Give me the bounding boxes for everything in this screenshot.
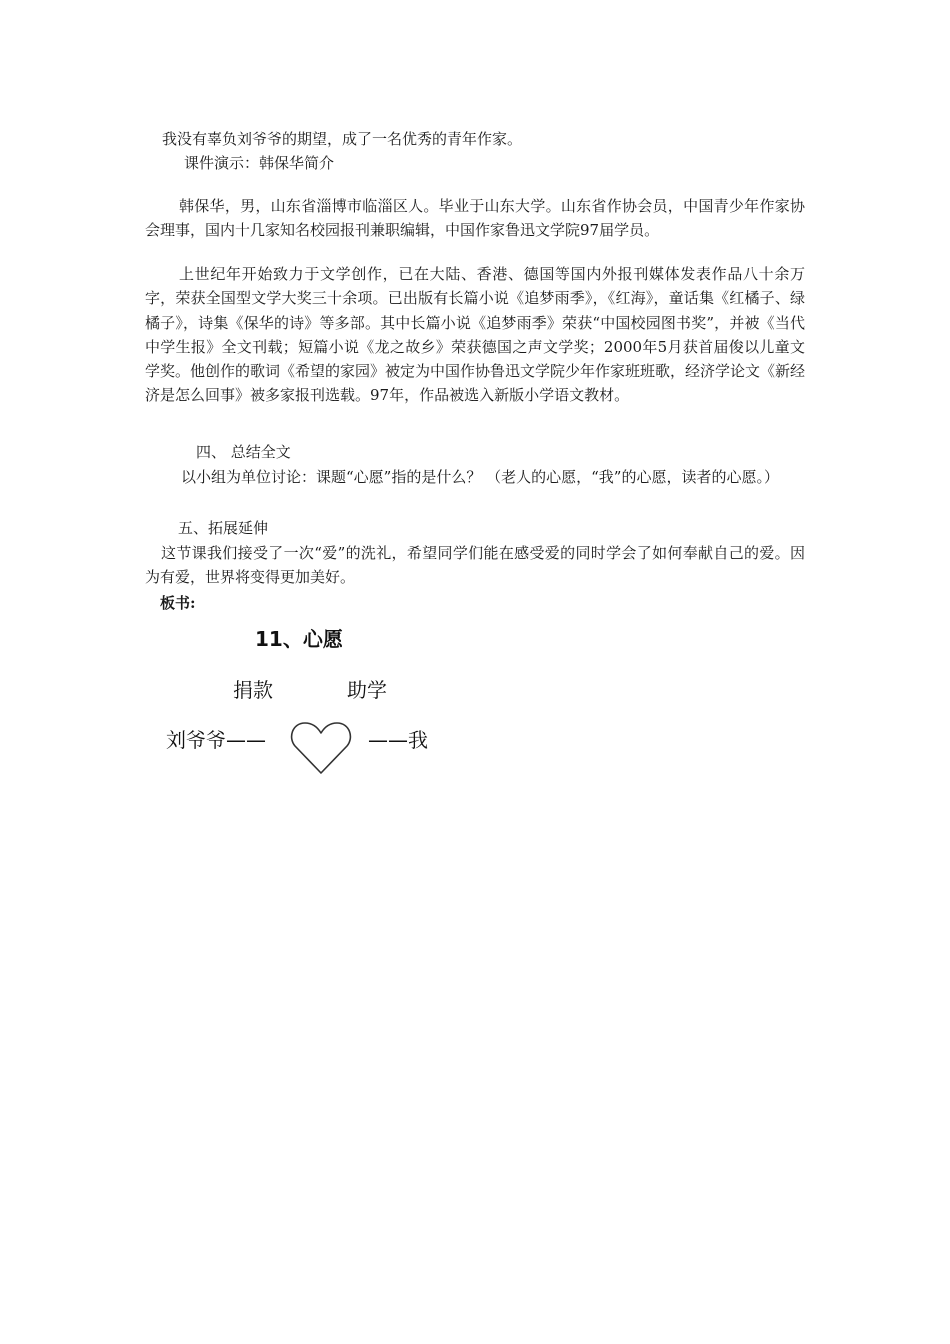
section-5-heading: 五、拓展延伸	[178, 519, 269, 537]
board-title: 11、心愿	[255, 627, 343, 651]
bio-paragraph-2: 上世纪年开始致力于文学创作，已在大陆、香港、德国等国内外报刊媒体发表作品八十余万字，荣获全国型文学大奖三十余项。已出版有长篇小说《追梦雨季》，《红海》，童话集《红橘子、绿橘子》，诗集《保华的诗》等多部。其中长篇小说《追梦雨季》荣获“中国校园图书奖”，并被《当代中学生报》全文刊载；短篇小说《龙之故乡》荣获德国之声文学奖；2000年5月获首届俊以儿童文学奖。他创作的歌词《希望的家园》被定为中国作协鲁迅文学院少年作家班班歌，经济学论文《新经济是怎么回事》被多家报刊选载。97年，作品被选入新版小学语文教材。	[145, 265, 806, 405]
courseware-line: 课件演示：韩保华简介	[184, 154, 335, 172]
board-right-name: ——我	[368, 728, 428, 752]
heart-icon	[290, 718, 352, 776]
intro-line: 我没有辜负刘爷爷的期望，成了一名优秀的青年作家。	[162, 130, 523, 148]
bio-paragraph-1: 韩保华，男，山东省淄博市临淄区人。毕业于山东大学。山东省作协会员，中国青少年作家协会理事，国内十几家知名校园报刊兼职编辑，中国作家鲁迅文学院97届学员。	[145, 197, 805, 240]
board-left-word: 捐款	[233, 678, 273, 702]
board-right-word: 助学	[347, 678, 387, 702]
section-4-question: 以小组为单位讨论：课题“心愿”指的是什么？ （老人的心愿，“我”的心愿，读者的心愿。）	[181, 468, 779, 486]
board-label: 板书:	[160, 594, 196, 612]
section-5-text: 这节课我们接受了一次“爱”的洗礼，希望同学们能在感受爱的同时学会了如何奉献自己的爱。因为有爱，世界将变得更加美好。	[145, 544, 805, 587]
board-left-name: 刘爷爷——	[166, 728, 266, 752]
section-4-heading: 四、 总结全文	[196, 443, 291, 461]
